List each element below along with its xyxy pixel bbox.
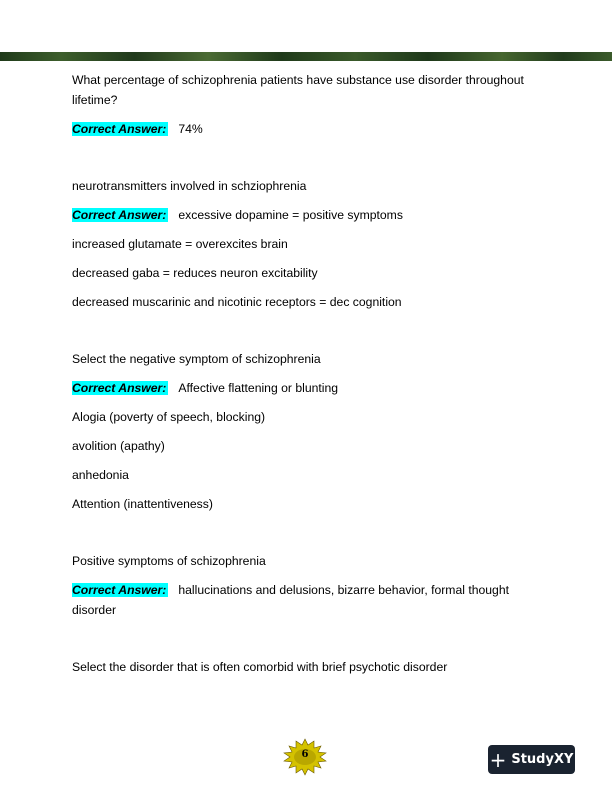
answer-continuation: anhedonia bbox=[72, 468, 129, 482]
question-text: Select the disorder that is often comorbid with brief psychotic disorder bbox=[72, 660, 448, 674]
answer-line bbox=[72, 580, 542, 620]
answer-text: 74% bbox=[178, 122, 203, 136]
correct-answer-label: Correct Answer: bbox=[72, 381, 167, 395]
answer-continuation: Attention (inattentiveness) bbox=[72, 497, 213, 511]
question-text: neurotransmitters involved in schziophrenia bbox=[72, 179, 307, 193]
answer-text: excessive dopamine = positive symptoms bbox=[178, 208, 403, 222]
question-text: Select the negative symptom of schizophrenia bbox=[72, 352, 321, 366]
document-content bbox=[72, 70, 542, 686]
answer-text: Affective flattening or blunting bbox=[178, 381, 339, 395]
studyxy-logo bbox=[488, 745, 575, 774]
plus-icon: + bbox=[489, 747, 507, 772]
answer-line bbox=[72, 119, 542, 139]
header-band bbox=[0, 52, 612, 61]
page-number-badge bbox=[280, 738, 330, 776]
answer-continuation: Alogia (poverty of speech, blocking) bbox=[72, 410, 266, 424]
answer-continuation: decreased muscarinic and nicotinic receptors = dec cognition bbox=[72, 295, 402, 309]
correct-answer-label: Correct Answer: bbox=[72, 583, 167, 597]
answer-continuation: decreased gaba = reduces neuron excitability bbox=[72, 266, 318, 280]
correct-answer-label: Correct Answer: bbox=[72, 122, 167, 136]
question-text: What percentage of schizophrenia patients have substance use disorder throughout lifetime? bbox=[72, 73, 524, 107]
answer-line bbox=[72, 205, 542, 225]
logo-text: StudyXY bbox=[511, 752, 574, 767]
answer-continuation: avolition (apathy) bbox=[72, 439, 165, 453]
question-text: Positive symptoms of schizophrenia bbox=[72, 554, 266, 568]
correct-answer-label: Correct Answer: bbox=[72, 208, 167, 222]
page-number: 6 bbox=[301, 749, 309, 760]
answer-continuation: increased glutamate = overexcites brain bbox=[72, 237, 288, 251]
answer-line bbox=[72, 378, 542, 398]
answer-text: hallucinations and delusions, bizarre behavior, formal thought disorder bbox=[72, 583, 509, 617]
